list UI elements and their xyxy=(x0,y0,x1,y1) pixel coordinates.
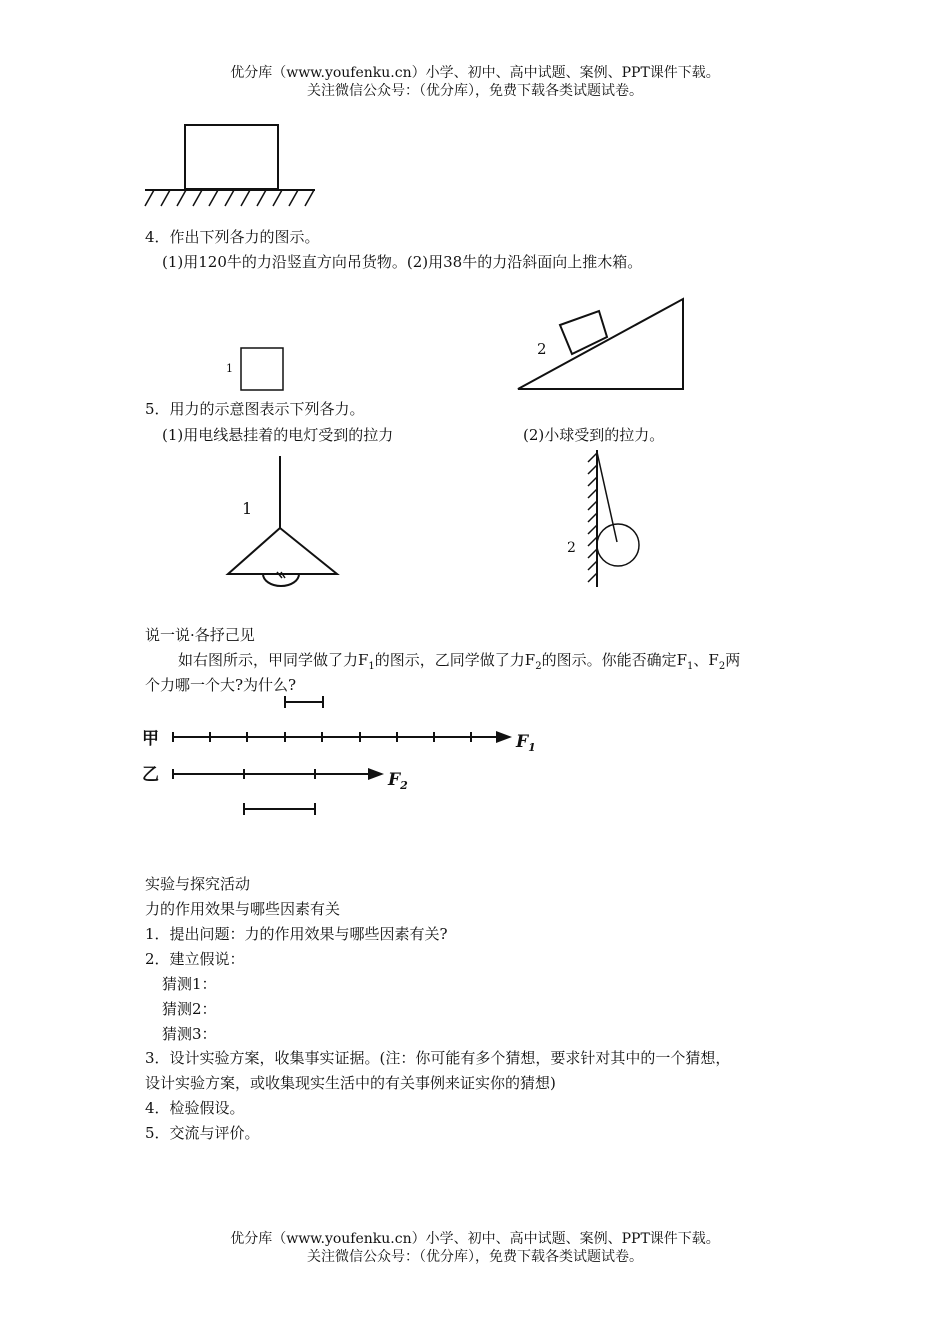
q5-figure-label-2: 2 xyxy=(567,540,576,556)
guess-3: 猜测3： xyxy=(162,1025,217,1043)
f2-label xyxy=(387,770,408,792)
f2-letter: F xyxy=(388,770,401,790)
experiment-item-4: 4．检验假设。 xyxy=(145,1099,245,1117)
experiment-item-3-line-2: 设计实验方案，或收集现实生活中的有关事例来证实你的猜想) xyxy=(145,1074,556,1092)
q4-subtitle: (1)用120牛的力沿竖直方向吊货物。(2)用38牛的力沿斜面向上推木箱。 xyxy=(162,253,643,271)
discuss-paragraph-line-2: 个力哪一个大?为什么? xyxy=(145,676,297,694)
experiment-item-5: 5．交流与评价。 xyxy=(145,1124,260,1142)
f1-letter: F xyxy=(516,732,529,752)
header-line-1: 优分库（www.youfenku.cn）小学、初中、高中试题、案例、PPT课件下载。 xyxy=(230,65,720,81)
footer-line-2: 关注微信公众号：（优分库），免费下载各类试题试卷。 xyxy=(307,1249,643,1265)
q5-title: 5．用力的示意图表示下列各力。 xyxy=(145,400,365,418)
experiment-item-3-line-1: 3．设计实验方案，收集事实证据。(注：你可能有多个猜想，要求针对其中的一个猜想， xyxy=(145,1049,731,1067)
pendulum-ball-figure xyxy=(560,445,650,595)
q5-subtitle-1: (1)用电线悬挂着的电灯受到的拉力 xyxy=(162,426,394,444)
experiment-item-2: 2．建立假说： xyxy=(145,950,245,968)
force-comparison-figure xyxy=(140,690,560,820)
cargo-box-figure xyxy=(220,340,290,395)
guess-2: 猜测2： xyxy=(162,1000,217,1018)
experiment-title: 实验与探究活动 xyxy=(145,875,251,893)
experiment-item-1: 1．提出问题：力的作用效果与哪些因素有关? xyxy=(145,925,448,943)
discuss-sub-f1a: 1 xyxy=(368,661,375,672)
experiment-subtitle: 力的作用效果与哪些因素有关 xyxy=(145,900,341,918)
header-line-2: 关注微信公众号：（优分库），免费下载各类试题试卷。 xyxy=(307,83,643,99)
block-on-ground-figure xyxy=(140,118,320,214)
discuss-text-a: 如右图所示，甲同学做了力F xyxy=(178,651,369,669)
q4-figure-label-1: 1 xyxy=(226,362,233,375)
discuss-sub-f2b: 2 xyxy=(718,661,726,672)
footer-line-1: 优分库（www.youfenku.cn）小学、初中、高中试题、案例、PPT课件下载。 xyxy=(230,1231,720,1247)
discuss-title: 说一说·各抒己见 xyxy=(145,626,255,644)
q4-title: 4．作出下列各力的图示。 xyxy=(145,228,320,246)
guess-1: 猜测1： xyxy=(162,975,217,993)
discuss-text-d: 、F xyxy=(693,651,719,669)
f1-label xyxy=(515,732,536,754)
discuss-sub-f2a: 2 xyxy=(535,661,542,672)
label-yi: 乙 xyxy=(142,765,159,785)
f2-subscript: 2 xyxy=(400,779,408,792)
label-jia: 甲 xyxy=(142,729,159,749)
discuss-sub-f1b: 1 xyxy=(687,661,694,672)
hanging-lamp-figure xyxy=(220,452,350,592)
discuss-text-e: 两 xyxy=(725,651,741,669)
q4-figure-label-2: 2 xyxy=(537,340,547,358)
q5-figure-label-1: 1 xyxy=(242,499,253,518)
discuss-text-c: 的图示。你能否确定F xyxy=(541,651,688,669)
q5-subtitle-2: (2)小球受到的拉力。 xyxy=(523,426,665,444)
discuss-text-b: 的图示，乙同学做了力F xyxy=(374,651,536,669)
incline-box-figure xyxy=(510,292,695,397)
f1-subscript: 1 xyxy=(528,741,536,754)
